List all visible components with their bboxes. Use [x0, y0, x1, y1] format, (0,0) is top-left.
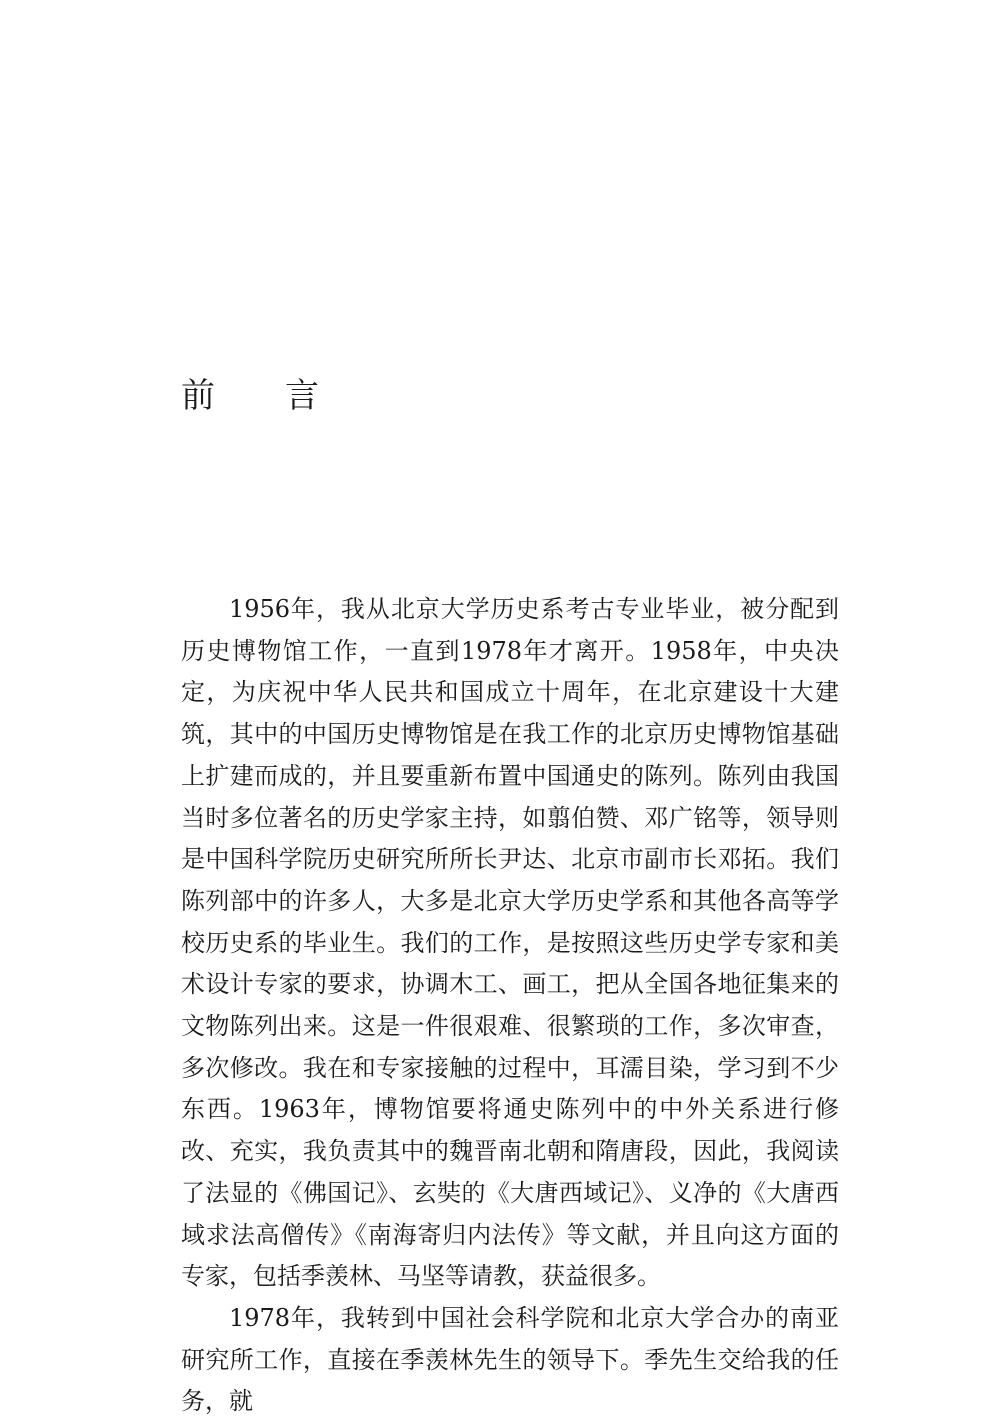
paragraph: 1978年，我转到中国社会科学院和北京大学合办的南亚研究所工作，直接在季羡林先生的领导下。季先生交给我的任务，就	[181, 1303, 839, 1416]
chapter-title	[181, 375, 319, 416]
paragraph: 1956年，我从北京大学历史系考古专业毕业，被分配到历史博物馆工作，一直到1978年才离开。1958年，中央决定，为庆祝中华人民共和国成立十周年，在北京建设十大建筑，其中的中国历史博物馆是在我工作的北京历史博物馆基础上扩建而成的，并且要重新布置中国通史的陈列。陈列由我国当时多位著名的历史学家主持，如翦伯赞、邓广铭等，领导则是中国科学院历史研究所所长尹达、北京市副市长邓拓。我们陈列部中的许多人，大多是北京大学历史学系和其他各高等学校历史系的毕业生。我们的工作，是按照这些历史学专家和美术设计专家的要求，协调木工、画工，把从全国各地征集来的文物陈列出来。这是一件很艰难、很繁琐的工作，多次审查，多次修改。我在和专家接触的过程中，耳濡目染，学习到不少东西。1963年，博物馆要将通史陈列中的中外关系进行修改、充实，我负责其中的魏晋南北朝和隋唐段，因此，我阅读了法显的《佛国记》、玄奘的《大唐西域记》、义净的《大唐西域求法高僧传》《南海寄归内法传》等文献，并且向这方面的专家，包括季羡林、马坚等请教，获益很多。	[181, 595, 839, 1291]
body-text	[181, 589, 839, 1423]
chapter-title-char: 前	[181, 375, 215, 416]
chapter-title-char: 言	[285, 375, 319, 416]
